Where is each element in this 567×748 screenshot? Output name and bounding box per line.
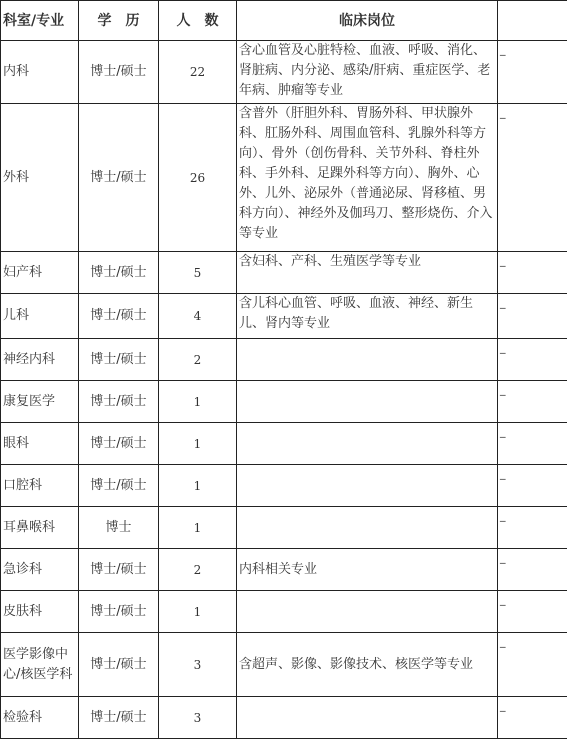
dept-cell: 口腔科	[1, 465, 79, 507]
education-cell: 博士/硕士	[79, 697, 159, 739]
post-cell	[237, 381, 498, 423]
post-cell	[237, 339, 498, 381]
count-cell: 2	[159, 339, 237, 381]
post-cell	[237, 423, 498, 465]
header-count: 人 数	[159, 1, 237, 41]
education-cell: 博士/硕士	[79, 41, 159, 104]
note-cell: _	[498, 465, 567, 507]
dept-cell: 神经内科	[1, 339, 79, 381]
table-row	[1, 507, 567, 549]
dept-cell: 妇产科	[1, 252, 79, 294]
education-cell: 博士/硕士	[79, 294, 159, 339]
post-cell: 含妇科、产科、生殖医学等专业	[237, 252, 498, 294]
note-cell: _	[498, 104, 567, 252]
post-cell	[237, 465, 498, 507]
count-cell: 3	[159, 697, 237, 739]
count-cell: 1	[159, 507, 237, 549]
note-cell: _	[498, 697, 567, 739]
dept-cell: 外科	[1, 104, 79, 252]
education-cell: 博士/硕士	[79, 104, 159, 252]
dept-cell: 医学影像中心/核医学科	[1, 633, 79, 697]
education-cell: 博士/硕士	[79, 381, 159, 423]
education-cell: 博士/硕士	[79, 465, 159, 507]
table-row	[1, 381, 567, 423]
post-cell: 内科相关专业	[237, 549, 498, 591]
header-post: 临床岗位	[237, 1, 498, 41]
table-row	[1, 465, 567, 507]
count-cell: 1	[159, 423, 237, 465]
post-cell: 含儿科心血管、呼吸、血液、神经、新生儿、肾内等专业	[237, 294, 498, 339]
note-cell: _	[498, 252, 567, 294]
post-cell	[237, 591, 498, 633]
education-cell: 博士/硕士	[79, 252, 159, 294]
table-row	[1, 294, 567, 339]
note-cell: _	[498, 294, 567, 339]
post-cell: 含超声、影像、影像技术、核医学等专业	[237, 633, 498, 697]
post-cell	[237, 507, 498, 549]
note-cell: _	[498, 339, 567, 381]
table-row	[1, 41, 567, 104]
count-cell: 22	[159, 41, 237, 104]
note-cell: _	[498, 633, 567, 697]
table-row	[1, 549, 567, 591]
dept-cell: 康复医学	[1, 381, 79, 423]
post-cell: 含普外（肝胆外科、胃肠外科、甲状腺外科、肛肠外科、周围血管科、乳腺外科等方向）、骨外（创伤骨科、关节外科、脊柱外科、手外科、足踝外科等方向）、胸外、心外、儿外、泌尿外（普通泌尿、肾移植、男科方向）、神经外及伽玛刀、整形烧伤、介入等专业	[237, 104, 498, 252]
table-row	[1, 423, 567, 465]
note-cell: _	[498, 591, 567, 633]
count-cell: 1	[159, 465, 237, 507]
header-note	[498, 1, 567, 41]
count-cell: 3	[159, 633, 237, 697]
count-cell: 5	[159, 252, 237, 294]
dept-cell: 耳鼻喉科	[1, 507, 79, 549]
dept-cell: 皮肤科	[1, 591, 79, 633]
education-cell: 博士/硕士	[79, 633, 159, 697]
header-dept: 科室/专业	[1, 1, 79, 41]
table-row	[1, 339, 567, 381]
table-row	[1, 252, 567, 294]
education-cell: 博士/硕士	[79, 423, 159, 465]
education-cell: 博士/硕士	[79, 339, 159, 381]
dept-cell: 急诊科	[1, 549, 79, 591]
dept-cell: 儿科	[1, 294, 79, 339]
dept-cell: 眼科	[1, 423, 79, 465]
dept-cell: 内科	[1, 41, 79, 104]
count-cell: 1	[159, 591, 237, 633]
table-row	[1, 697, 567, 739]
post-cell: 含心血管及心脏特检、血液、呼吸、消化、肾脏病、内分泌、感染/肝病、重症医学、老年病、肿瘤等专业	[237, 41, 498, 104]
count-cell: 2	[159, 549, 237, 591]
count-cell: 4	[159, 294, 237, 339]
post-cell	[237, 697, 498, 739]
education-cell: 博士/硕士	[79, 549, 159, 591]
count-cell: 1	[159, 381, 237, 423]
header-row	[1, 1, 567, 41]
table-row	[1, 104, 567, 252]
dept-cell: 检验科	[1, 697, 79, 739]
note-cell: _	[498, 381, 567, 423]
note-cell: _	[498, 423, 567, 465]
header-education: 学 历	[79, 1, 159, 41]
table-row	[1, 591, 567, 633]
count-cell: 26	[159, 104, 237, 252]
note-cell: _	[498, 549, 567, 591]
note-cell: _	[498, 41, 567, 104]
education-cell: 博士/硕士	[79, 591, 159, 633]
table-row	[1, 633, 567, 697]
education-cell: 博士	[79, 507, 159, 549]
note-cell: _	[498, 507, 567, 549]
